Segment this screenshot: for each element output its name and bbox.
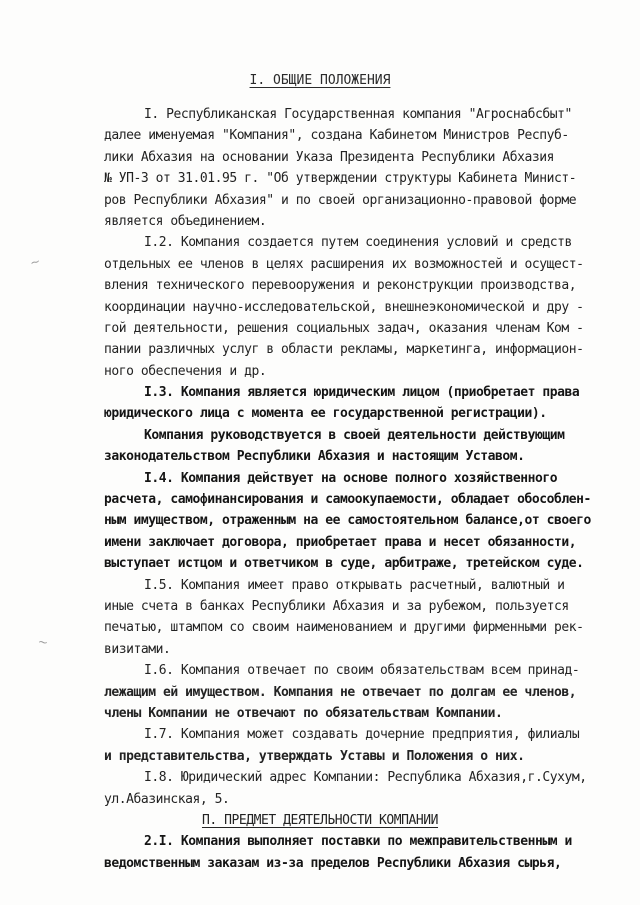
text-line: № УП-3 от 31.01.95 г. "Об утверждении структуры Кабинета Минист- — [104, 171, 577, 187]
paragraph-1 — [104, 104, 624, 232]
text-line: I.3. Компания является юридическим лицом (приобретает права — [144, 385, 580, 401]
section-title-general: I. ОБЩИЕ ПОЛОЖЕНИЯ — [249, 73, 391, 88]
text-line: ным имуществом, отраженным на ее самостоятельном балансе,от своего — [104, 513, 591, 529]
text-line: далее именуемая "Компания", создана Кабинетом Министров Респуб- — [104, 128, 569, 144]
paragraph-1-5 — [104, 575, 624, 661]
text-line: выступает истцом и ответчиком в суде, арбитраже, третейском суде. — [104, 556, 584, 572]
text-line: члены Компании не отвечают по обязательствам Компании. — [104, 705, 503, 721]
text-line: лежащим ей имуществом. Компания не отвечает по долгам ее членов, — [104, 684, 577, 700]
paragraph-1-6 — [104, 660, 624, 724]
paragraph-1-7 — [104, 724, 624, 767]
text-line: вления технического перевооружения и реконструкции производства, — [104, 278, 577, 294]
text-line: ров Республики Абхазия" и по своей организационно-правовой форме — [104, 192, 577, 208]
binding-hole-mark: ~ — [28, 253, 42, 271]
text-line: ул.Абазинская, 5. — [104, 791, 230, 807]
text-line: 2.I. Компания выполняет поставки по межправительственным и — [144, 834, 572, 850]
document-body — [104, 104, 624, 874]
binding-hole-mark: ~ — [36, 634, 50, 650]
text-line: координации научно-исследовательской, внешнеэкономической и дру - — [104, 299, 584, 315]
text-line: Компания руководствуется в своей деятельности действующим — [144, 427, 565, 443]
paragraph-2-1 — [104, 831, 624, 874]
text-line: имени заключает договора, приобретает права и несет обязанности, — [104, 534, 577, 550]
text-line: I.8. Юридический адрес Компании: Республика Абхазия,г.Сухум, — [144, 770, 587, 786]
text-line: визитами. — [104, 641, 171, 657]
paragraph-legislation — [104, 425, 624, 468]
text-line: I.4. Компания действует на основе полного хозяйственного — [144, 470, 558, 486]
text-line: отдельных ее членов в целях расширения их возможностей и осущест- — [104, 256, 584, 272]
text-line: I. Республиканская Государственная компания "Агроснабсбыт" — [144, 107, 572, 122]
section-title-subject: П. ПРЕДМЕТ ДЕЯТЕЛЬНОСТИ КОМПАНИИ — [201, 812, 439, 828]
text-line: I.2. Компания создается путем соединения условий и средств — [144, 235, 572, 251]
text-line: I.6. Компания отвечает по своим обязательствам всем принад- — [144, 663, 580, 679]
paragraph-1-4 — [104, 468, 624, 575]
text-line: расчета, самофинансирования и самоокупаемости, обладает обособлен- — [104, 492, 591, 508]
text-line: I.7. Компания может создавать дочерние предприятия, филиалы — [144, 727, 580, 743]
text-line: иные счета в банках Республики Абхазия и за рубежом, пользуется — [104, 598, 569, 614]
paragraph-1-2 — [104, 232, 624, 382]
text-line: законодательством Республики Абхазия и настоящим Уставом. — [104, 449, 525, 465]
text-line: является объединением. — [104, 213, 267, 229]
text-line: и представительства, утверждать Уставы и Положения о них. — [104, 748, 525, 764]
text-line: лики Абхазия на основании Указа Президента Республики Абхазия — [104, 149, 554, 165]
text-line: ведомственным заказам из-за пределов Республики Абхазия сырья, — [104, 855, 562, 871]
text-line: пании различных услуг в области рекламы, маркетинга, информацион- — [104, 342, 584, 358]
paragraph-1-3 — [104, 382, 624, 425]
paragraph-1-8 — [104, 767, 624, 810]
text-line: юридического лица с момента ее государственной регистрации). — [104, 406, 547, 422]
text-line: I.5. Компания имеет право открывать расчетный, валютный и — [144, 577, 565, 593]
text-line: ного обеспечения и др. — [104, 363, 267, 379]
text-line: печатью, штампом со своим наименованием и другими фирменными рек- — [104, 620, 584, 636]
text-line: гой деятельности, решения социальных задач, оказания членам Ком - — [104, 320, 584, 336]
